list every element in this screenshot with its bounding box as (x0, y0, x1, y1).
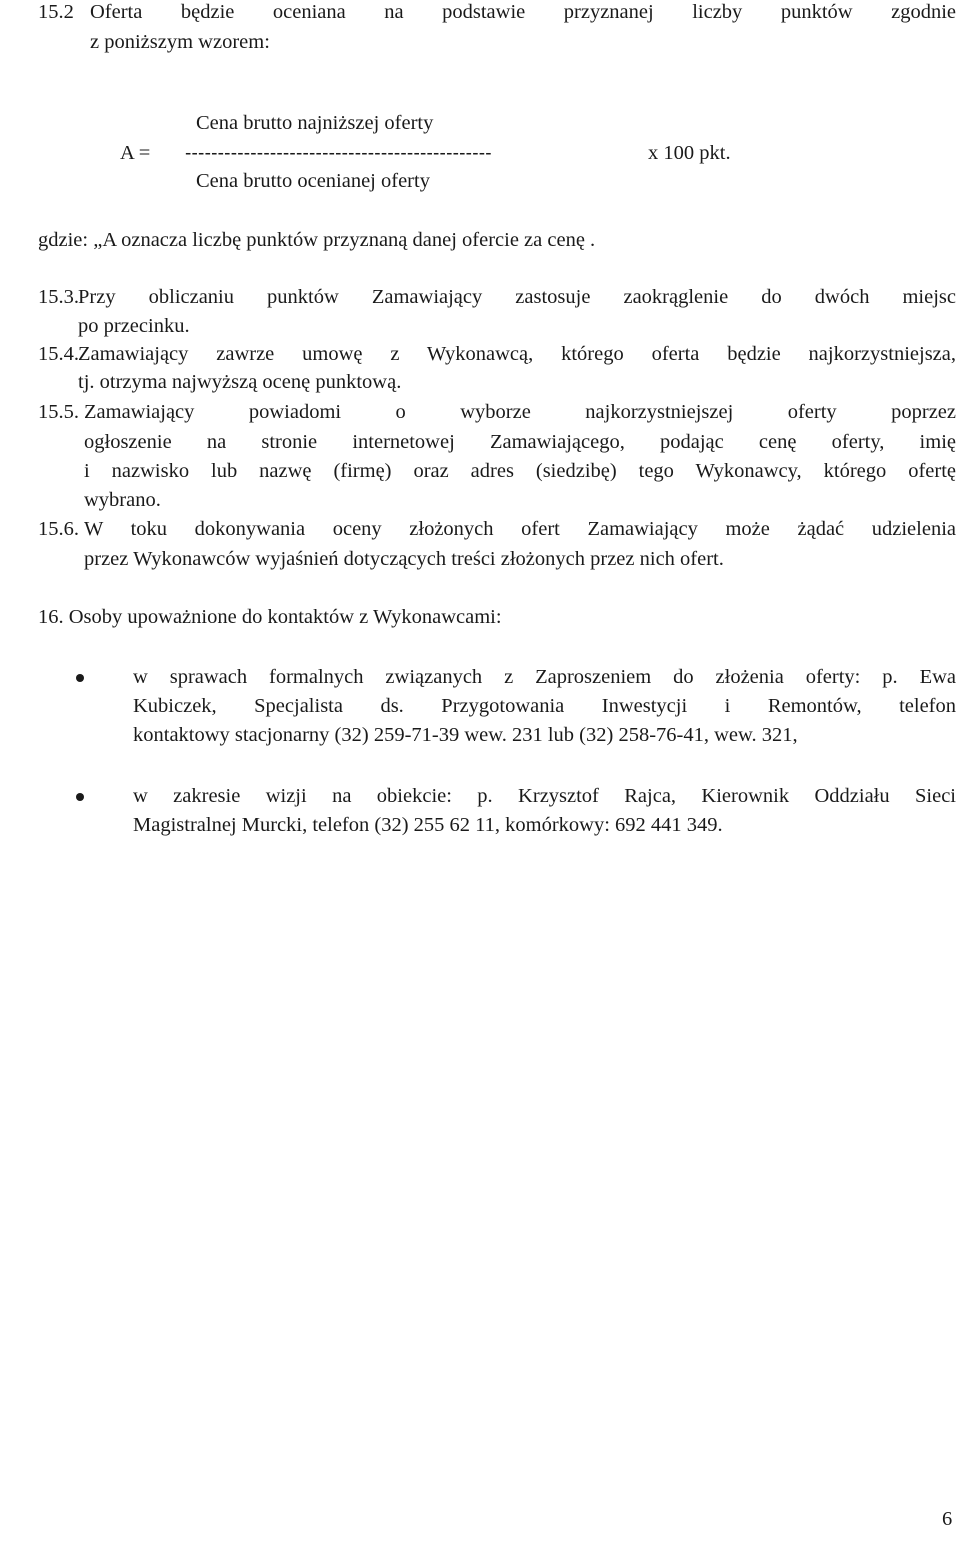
section-15-3-number: 15.3. (38, 286, 79, 308)
contact-bullet-1-line-2: Kubiczek, Specjalista ds. Przygotowania Inwestycji i Remontów, telefon (133, 695, 956, 717)
section-15-5-line-1: Zamawiający powiadomi o wyborze najkorzystniejszej oferty poprzez (84, 401, 956, 423)
bullet-dot-icon (76, 674, 84, 682)
section-16-heading: 16. Osoby upoważnione do kontaktów z Wykonawcami: (38, 606, 502, 628)
formula-explanation: gdzie: „A oznacza liczbę punktów przyznaną danej ofercie za cenę . (38, 229, 596, 251)
bullet-dot-icon (76, 793, 84, 801)
contact-bullet-1-line-1: w sprawach formalnych związanych z Zaproszeniem do złożenia oferty: p. Ewa (133, 666, 956, 688)
section-15-4-number: 15.4. (38, 343, 79, 365)
section-15-5-number: 15.5. (38, 401, 79, 423)
section-15-6-number: 15.6. (38, 518, 79, 540)
section-15-5-line-4: wybrano. (84, 489, 161, 511)
section-15-5-line-3: i nazwisko lub nazwę (firmę) oraz adres (siedzibę) tego Wykonawcy, którego ofertę (84, 460, 956, 482)
formula-multiplier: x 100 pkt. (648, 142, 731, 164)
section-15-3-line-2: po przecinku. (78, 315, 190, 337)
section-15-2-line-1: Oferta będzie oceniana na podstawie przyznanej liczby punktów zgodnie (90, 1, 956, 23)
section-15-4-line-2: tj. otrzyma najwyższą ocenę punktową. (78, 371, 402, 393)
contact-bullet-1-line-3: kontaktowy stacjonarny (32) 259-71-39 wew. 231 lub (32) 258-76-41, wew. 321, (133, 724, 798, 746)
page-number: 6 (942, 1508, 953, 1530)
section-15-3-line-1: Przy obliczaniu punktów Zamawiający zastosuje zaokrąglenie do dwóch miejsc (78, 286, 956, 308)
contact-bullet-2-line-1: w zakresie wizji na obiekcie: p. Krzysztof Rajca, Kierownik Oddziału Sieci (133, 785, 956, 807)
section-15-6-line-2: przez Wykonawców wyjaśnień dotyczących treści złożonych przez nich ofert. (84, 548, 724, 570)
formula-lhs: A = (120, 142, 151, 164)
formula-denominator: Cena brutto ocenianej oferty (196, 170, 430, 192)
formula-numerator: Cena brutto najniższej oferty (196, 112, 434, 134)
section-15-4-line-1: Zamawiający zawrze umowę z Wykonawcą, którego oferta będzie najkorzystniejsza, (78, 343, 956, 365)
section-15-6-line-1: W toku dokonywania oceny złożonych ofert Zamawiający może żądać udzielenia (84, 518, 956, 540)
section-15-2-number: 15.2 (38, 1, 74, 23)
contact-bullet-2-line-2: Magistralnej Murcki, telefon (32) 255 62 11, komórkowy: 692 441 349. (133, 814, 723, 836)
section-15-5-line-2: ogłoszenie na stronie internetowej Zamawiającego, podając cenę oferty, imię (84, 431, 956, 453)
section-15-2-line-2: z poniższym wzorem: (90, 31, 270, 53)
formula-fraction-line: ----------------------------------------------- (185, 143, 492, 164)
